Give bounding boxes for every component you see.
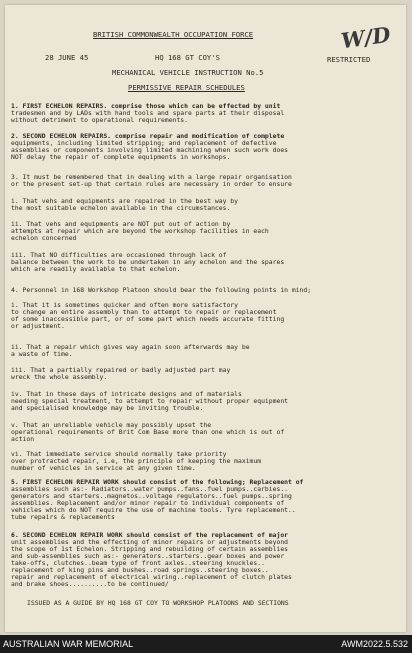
text-line: the scope of 1st Echelon. Stripping and rebuilding of certain assemblies — [11, 545, 289, 553]
text-line: ii. That a repair which gives way again soon afterwards may be — [11, 343, 250, 351]
text-line: of some inaccessible part, or of some part which needs accurate fitting — [11, 315, 285, 323]
text-line: balance between the work to be undertaken in any echelon and the spares — [11, 258, 285, 266]
text-line: operational requirements of Brit Com Base more than one which is out of — [11, 428, 285, 436]
text-line: assemblies. Replacement and/or minor repair to individual components of — [11, 499, 285, 507]
text-line: ii. That vehs and equipments are NOT put out of action by — [11, 220, 231, 228]
hq-reference: HQ 168 GT COY'S — [155, 53, 220, 62]
text-line: a waste of time. — [11, 350, 73, 358]
text-line: assemblies or components involving limited machining when such work does — [11, 146, 289, 154]
text-line: to change an entire assembly than to attempt to repair or replacement — [11, 308, 277, 316]
text-line: the most suitable echelon available in the circumstances. — [11, 204, 231, 212]
text-line: 6. SECOND ECHELON REPAIR WORK should consist of the replacement of major — [11, 531, 289, 539]
text-line: repair and replacement of electrical wiring..replacement of clutch plates — [11, 573, 292, 581]
text-line: echelon concerned — [11, 234, 77, 242]
text-line: iii. That NO difficulties are occasioned through lack of — [11, 251, 227, 259]
text-line: assemblies such as:- Radiators..water pumps..fans..fuel pumps..carbies.. — [11, 485, 289, 493]
footer-accession: AWM2022.5.532 — [341, 639, 408, 649]
document-page — [5, 5, 406, 632]
text-line: replacement of king pins and bushes..road springs..steering boxes.. — [11, 566, 269, 574]
text-line: over protracted repair, i.e, the principle of keeping the maximum — [11, 457, 262, 465]
subtitle: PERMISSIVE REPAIR SCHEDULES — [128, 83, 245, 92]
text-line: and sub-assemblies such as:- generators..starters..gear boxes and power — [11, 552, 285, 560]
text-line: or adjustment. — [11, 322, 65, 330]
text-line: tube repairs & replacements — [11, 513, 115, 521]
text-line: NOT delay the repair of complete equipments in workshops. — [11, 153, 231, 161]
text-line: attempts at repair which are beyond the workshop facilities in each — [11, 227, 269, 235]
text-line: without detriment to operational requirements. — [11, 116, 188, 124]
text-line: or the present set-up that certain rules are necessary in order to ensure — [11, 180, 292, 188]
text-line: unit assemblies and the effecting of minor repairs or adjustments beyond — [11, 538, 289, 546]
text-line: 3. It must be remembered that in dealing with a large repair organisation — [11, 173, 292, 181]
org-title: BRITISH COMMONWEALTH OCCUPATION FORCE — [93, 30, 254, 39]
text-line: generators and starters..magnetos..voltage regulators..fuel pumps..spring — [11, 492, 292, 500]
text-line: tradesmen and by LADs with hand tools and spare parts at their disposal — [11, 109, 285, 117]
text-line: equipments, including limited stripping; and replacement of defective — [11, 139, 277, 147]
text-line: and specialised knowledge may be inviting trouble. — [11, 404, 204, 412]
text-line: vi. That immediate service should normally take priority — [11, 450, 227, 458]
text-line: 5. FIRST ECHELON REPAIR WORK should consist of the following; Replacement of — [11, 478, 304, 486]
text-line: vehicles which do NOT require the use of machine tools. Tyre replacement.. — [11, 506, 296, 514]
text-line: and brake shoes..........to be continued/ — [11, 580, 169, 588]
text-line: iv. That in these days of intricate designs and of materials — [11, 390, 242, 398]
handwritten-annotation: W/D — [339, 21, 392, 54]
text-line: 2. SECOND ECHELON REPAIRS. comprise repair and modification of complete — [11, 132, 285, 140]
text-line: i. That it is sometimes quicker and often more satisfactory — [11, 301, 239, 309]
text-line: ISSUED AS A GUIDE BY HQ 168 GT COY TO WORKSHOP PLATOONS AND SECTIONS — [27, 599, 289, 607]
text-line: v. That an unreliable vehicle may possibly upset the — [11, 421, 212, 429]
text-line: needing special treatment, to attempt to repair without proper equipment — [11, 397, 289, 405]
text-line: take-offs, clutches..beam type of front axles..steering knuckles.. — [11, 559, 265, 567]
text-line: which are readily available to that echelon. — [11, 265, 181, 273]
text-line: action — [11, 435, 35, 443]
text-line: wreck the whole assembly. — [11, 373, 108, 381]
text-line: number of vehicles in service at any given time. — [11, 464, 196, 472]
text-line: 1. FIRST ECHELON REPAIRS. comprise those which can be effected by unit — [11, 102, 281, 110]
text-line: iii. That a partially repaired or badly adjusted part may — [11, 366, 231, 374]
text-line: i. That vehs and equipments are repaired in the best way by — [11, 197, 239, 205]
classification: RESTRICTED — [327, 55, 371, 64]
instruction-title: MECHANICAL VEHICLE INSTRUCTION No.5 — [112, 68, 264, 77]
date: 28 JUNE 45 — [45, 53, 89, 62]
text-line: 4. Personnel in 168 Workshop Platoon should bear the following points in mind; — [11, 286, 312, 294]
footer-source: AUSTRALIAN WAR MEMORIAL — [3, 639, 134, 649]
footer-bar — [0, 635, 412, 653]
